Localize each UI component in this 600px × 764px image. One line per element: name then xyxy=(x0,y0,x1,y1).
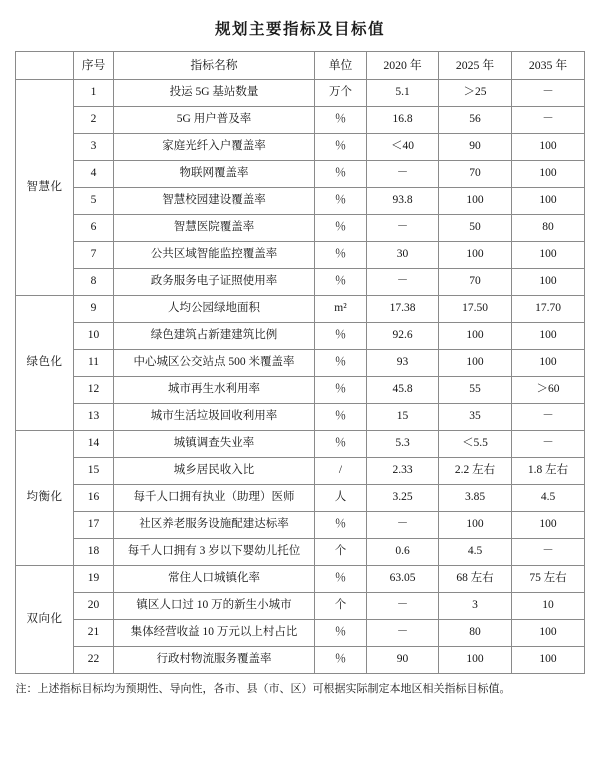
table-row xyxy=(16,134,585,161)
value-2020-cell: 16.8 xyxy=(367,107,439,134)
row-number-cell: 10 xyxy=(74,323,114,350)
indicator-name-cell: 物联网覆盖率 xyxy=(114,161,315,188)
table-row xyxy=(16,431,585,458)
category-cell: 绿色化 xyxy=(16,296,74,431)
indicator-name-cell: 政务服务电子证照使用率 xyxy=(114,269,315,296)
unit-cell: m² xyxy=(315,296,367,323)
value-2020-cell: 63.05 xyxy=(367,566,439,593)
value-2035-cell: 100 xyxy=(512,134,585,161)
row-number-cell: 7 xyxy=(74,242,114,269)
indicator-name-cell: 每千人口拥有执业（助理）医师 xyxy=(114,485,315,512)
indicator-name-cell: 智慧校园建设覆盖率 xyxy=(114,188,315,215)
row-number-cell: 2 xyxy=(74,107,114,134)
value-2020-cell: － xyxy=(367,269,439,296)
table-row xyxy=(16,161,585,188)
row-number-cell: 6 xyxy=(74,215,114,242)
row-number-cell: 14 xyxy=(74,431,114,458)
value-2025-cell: 35 xyxy=(439,404,512,431)
value-2025-cell: 90 xyxy=(439,134,512,161)
value-2025-cell: 100 xyxy=(439,188,512,215)
value-2025-cell: ＞25 xyxy=(439,80,512,107)
value-2020-cell: ＜40 xyxy=(367,134,439,161)
row-number-cell: 13 xyxy=(74,404,114,431)
table-header xyxy=(16,52,585,80)
value-2020-cell: － xyxy=(367,620,439,647)
value-2020-cell: 93.8 xyxy=(367,188,439,215)
value-2020-cell: － xyxy=(367,161,439,188)
unit-cell: ％ xyxy=(315,107,367,134)
value-2025-cell: 50 xyxy=(439,215,512,242)
table-row xyxy=(16,188,585,215)
value-2035-cell: 10 xyxy=(512,593,585,620)
unit-cell: ％ xyxy=(315,377,367,404)
value-2035-cell: ＞60 xyxy=(512,377,585,404)
value-2035-cell: 100 xyxy=(512,620,585,647)
unit-cell: ％ xyxy=(315,431,367,458)
value-2035-cell: 100 xyxy=(512,647,585,674)
value-2025-cell: 4.5 xyxy=(439,539,512,566)
value-2025-cell: 100 xyxy=(439,647,512,674)
value-2020-cell: 3.25 xyxy=(367,485,439,512)
table-row xyxy=(16,269,585,296)
value-2035-cell: － xyxy=(512,404,585,431)
table-row xyxy=(16,215,585,242)
indicator-name-cell: 投运 5G 基站数量 xyxy=(114,80,315,107)
value-2035-cell: － xyxy=(512,539,585,566)
value-2035-cell: 75 左右 xyxy=(512,566,585,593)
value-2035-cell: 100 xyxy=(512,269,585,296)
indicator-name-cell: 城市生活垃圾回收利用率 xyxy=(114,404,315,431)
row-number-cell: 22 xyxy=(74,647,114,674)
indicator-name-cell: 行政村物流服务覆盖率 xyxy=(114,647,315,674)
indicator-name-cell: 城镇调查失业率 xyxy=(114,431,315,458)
column-header-year-2025: 2025 年 xyxy=(439,52,512,80)
unit-cell: ％ xyxy=(315,350,367,377)
column-header-category xyxy=(16,52,74,80)
value-2020-cell: 5.1 xyxy=(367,80,439,107)
indicator-name-cell: 城市再生水利用率 xyxy=(114,377,315,404)
table-row xyxy=(16,566,585,593)
table-row xyxy=(16,620,585,647)
table-row xyxy=(16,296,585,323)
indicator-name-cell: 镇区人口过 10 万的新生小城市 xyxy=(114,593,315,620)
value-2035-cell: 1.8 左右 xyxy=(512,458,585,485)
unit-cell: ％ xyxy=(315,404,367,431)
unit-cell: ％ xyxy=(315,269,367,296)
value-2035-cell: 4.5 xyxy=(512,485,585,512)
row-number-cell: 15 xyxy=(74,458,114,485)
table-row xyxy=(16,539,585,566)
value-2020-cell: 93 xyxy=(367,350,439,377)
unit-cell: ％ xyxy=(315,323,367,350)
category-cell: 均衡化 xyxy=(16,431,74,566)
table-row xyxy=(16,350,585,377)
unit-cell: 个 xyxy=(315,593,367,620)
value-2020-cell: 30 xyxy=(367,242,439,269)
row-number-cell: 16 xyxy=(74,485,114,512)
row-number-cell: 20 xyxy=(74,593,114,620)
category-cell: 智慧化 xyxy=(16,80,74,296)
unit-cell: ％ xyxy=(315,215,367,242)
value-2025-cell: 70 xyxy=(439,269,512,296)
value-2025-cell: 80 xyxy=(439,620,512,647)
value-2025-cell: 3 xyxy=(439,593,512,620)
row-number-cell: 12 xyxy=(74,377,114,404)
indicator-name-cell: 智慧医院覆盖率 xyxy=(114,215,315,242)
value-2035-cell: 100 xyxy=(512,242,585,269)
table-row xyxy=(16,512,585,539)
table-row xyxy=(16,647,585,674)
value-2035-cell: 100 xyxy=(512,323,585,350)
table-row xyxy=(16,458,585,485)
value-2020-cell: 90 xyxy=(367,647,439,674)
table-row xyxy=(16,323,585,350)
column-header-indicator-name: 指标名称 xyxy=(114,52,315,80)
category-cell: 双向化 xyxy=(16,566,74,674)
row-number-cell: 8 xyxy=(74,269,114,296)
value-2025-cell: 68 左右 xyxy=(439,566,512,593)
value-2035-cell: 100 xyxy=(512,350,585,377)
unit-cell: ％ xyxy=(315,647,367,674)
indicator-name-cell: 家庭光纤入户覆盖率 xyxy=(114,134,315,161)
column-header-year-2035: 2035 年 xyxy=(512,52,585,80)
indicator-name-cell: 绿色建筑占新建建筑比例 xyxy=(114,323,315,350)
unit-cell: ％ xyxy=(315,512,367,539)
unit-cell: ％ xyxy=(315,566,367,593)
table-row xyxy=(16,242,585,269)
value-2020-cell: 0.6 xyxy=(367,539,439,566)
unit-cell: 个 xyxy=(315,539,367,566)
indicator-name-cell: 5G 用户普及率 xyxy=(114,107,315,134)
row-number-cell: 9 xyxy=(74,296,114,323)
table-body xyxy=(16,80,585,674)
row-number-cell: 21 xyxy=(74,620,114,647)
indicator-name-cell: 每千人口拥有 3 岁以下婴幼儿托位 xyxy=(114,539,315,566)
value-2035-cell: － xyxy=(512,80,585,107)
table-note: 注：上述指标目标均为预期性、导向性，各市、县（市、区）可根据实际制定本地区相关指标目标值。 xyxy=(15,683,511,695)
value-2025-cell: 3.85 xyxy=(439,485,512,512)
indicator-name-cell: 集体经营收益 10 万元以上村占比 xyxy=(114,620,315,647)
indicator-name-cell: 社区养老服务设施配建达标率 xyxy=(114,512,315,539)
value-2020-cell: 5.3 xyxy=(367,431,439,458)
value-2020-cell: － xyxy=(367,593,439,620)
value-2020-cell: 45.8 xyxy=(367,377,439,404)
value-2020-cell: 17.38 xyxy=(367,296,439,323)
value-2020-cell: － xyxy=(367,512,439,539)
table-row xyxy=(16,404,585,431)
unit-cell: / xyxy=(315,458,367,485)
row-number-cell: 4 xyxy=(74,161,114,188)
value-2025-cell: 56 xyxy=(439,107,512,134)
value-2025-cell: 17.50 xyxy=(439,296,512,323)
column-header-unit: 单位 xyxy=(315,52,367,80)
unit-cell: ％ xyxy=(315,188,367,215)
value-2025-cell: 100 xyxy=(439,323,512,350)
table-row xyxy=(16,107,585,134)
value-2025-cell: 100 xyxy=(439,350,512,377)
unit-cell: 万个 xyxy=(315,80,367,107)
table-row xyxy=(16,80,585,107)
row-number-cell: 3 xyxy=(74,134,114,161)
table-row xyxy=(16,377,585,404)
column-header-year-2020: 2020 年 xyxy=(367,52,439,80)
indicator-name-cell: 常住人口城镇化率 xyxy=(114,566,315,593)
row-number-cell: 1 xyxy=(74,80,114,107)
table-row xyxy=(16,485,585,512)
indicator-name-cell: 人均公园绿地面积 xyxy=(114,296,315,323)
value-2020-cell: 15 xyxy=(367,404,439,431)
indicator-name-cell: 公共区域智能监控覆盖率 xyxy=(114,242,315,269)
indicator-name-cell: 城乡居民收入比 xyxy=(114,458,315,485)
indicator-name-cell: 中心城区公交站点 500 米覆盖率 xyxy=(114,350,315,377)
row-number-cell: 5 xyxy=(74,188,114,215)
value-2035-cell: － xyxy=(512,431,585,458)
column-header-number: 序号 xyxy=(74,52,114,80)
value-2020-cell: － xyxy=(367,215,439,242)
document-page xyxy=(0,17,600,764)
row-number-cell: 19 xyxy=(74,566,114,593)
value-2035-cell: 17.70 xyxy=(512,296,585,323)
table-row xyxy=(16,593,585,620)
value-2025-cell: 70 xyxy=(439,161,512,188)
value-2025-cell: ＜5.5 xyxy=(439,431,512,458)
value-2035-cell: － xyxy=(512,107,585,134)
unit-cell: ％ xyxy=(315,620,367,647)
page-title: 规划主要指标及目标值 xyxy=(214,21,385,38)
unit-cell: ％ xyxy=(315,134,367,161)
unit-cell: ％ xyxy=(315,242,367,269)
value-2025-cell: 100 xyxy=(439,512,512,539)
value-2025-cell: 100 xyxy=(439,242,512,269)
value-2025-cell: 2.2 左右 xyxy=(439,458,512,485)
value-2020-cell: 92.6 xyxy=(367,323,439,350)
row-number-cell: 18 xyxy=(74,539,114,566)
value-2020-cell: 2.33 xyxy=(367,458,439,485)
row-number-cell: 11 xyxy=(74,350,114,377)
row-number-cell: 17 xyxy=(74,512,114,539)
value-2035-cell: 80 xyxy=(512,215,585,242)
unit-cell: 人 xyxy=(315,485,367,512)
value-2035-cell: 100 xyxy=(512,161,585,188)
table-header-row xyxy=(16,52,585,80)
unit-cell: ％ xyxy=(315,161,367,188)
value-2035-cell: 100 xyxy=(512,188,585,215)
value-2035-cell: 100 xyxy=(512,512,585,539)
indicators-table xyxy=(15,51,585,674)
value-2025-cell: 55 xyxy=(439,377,512,404)
